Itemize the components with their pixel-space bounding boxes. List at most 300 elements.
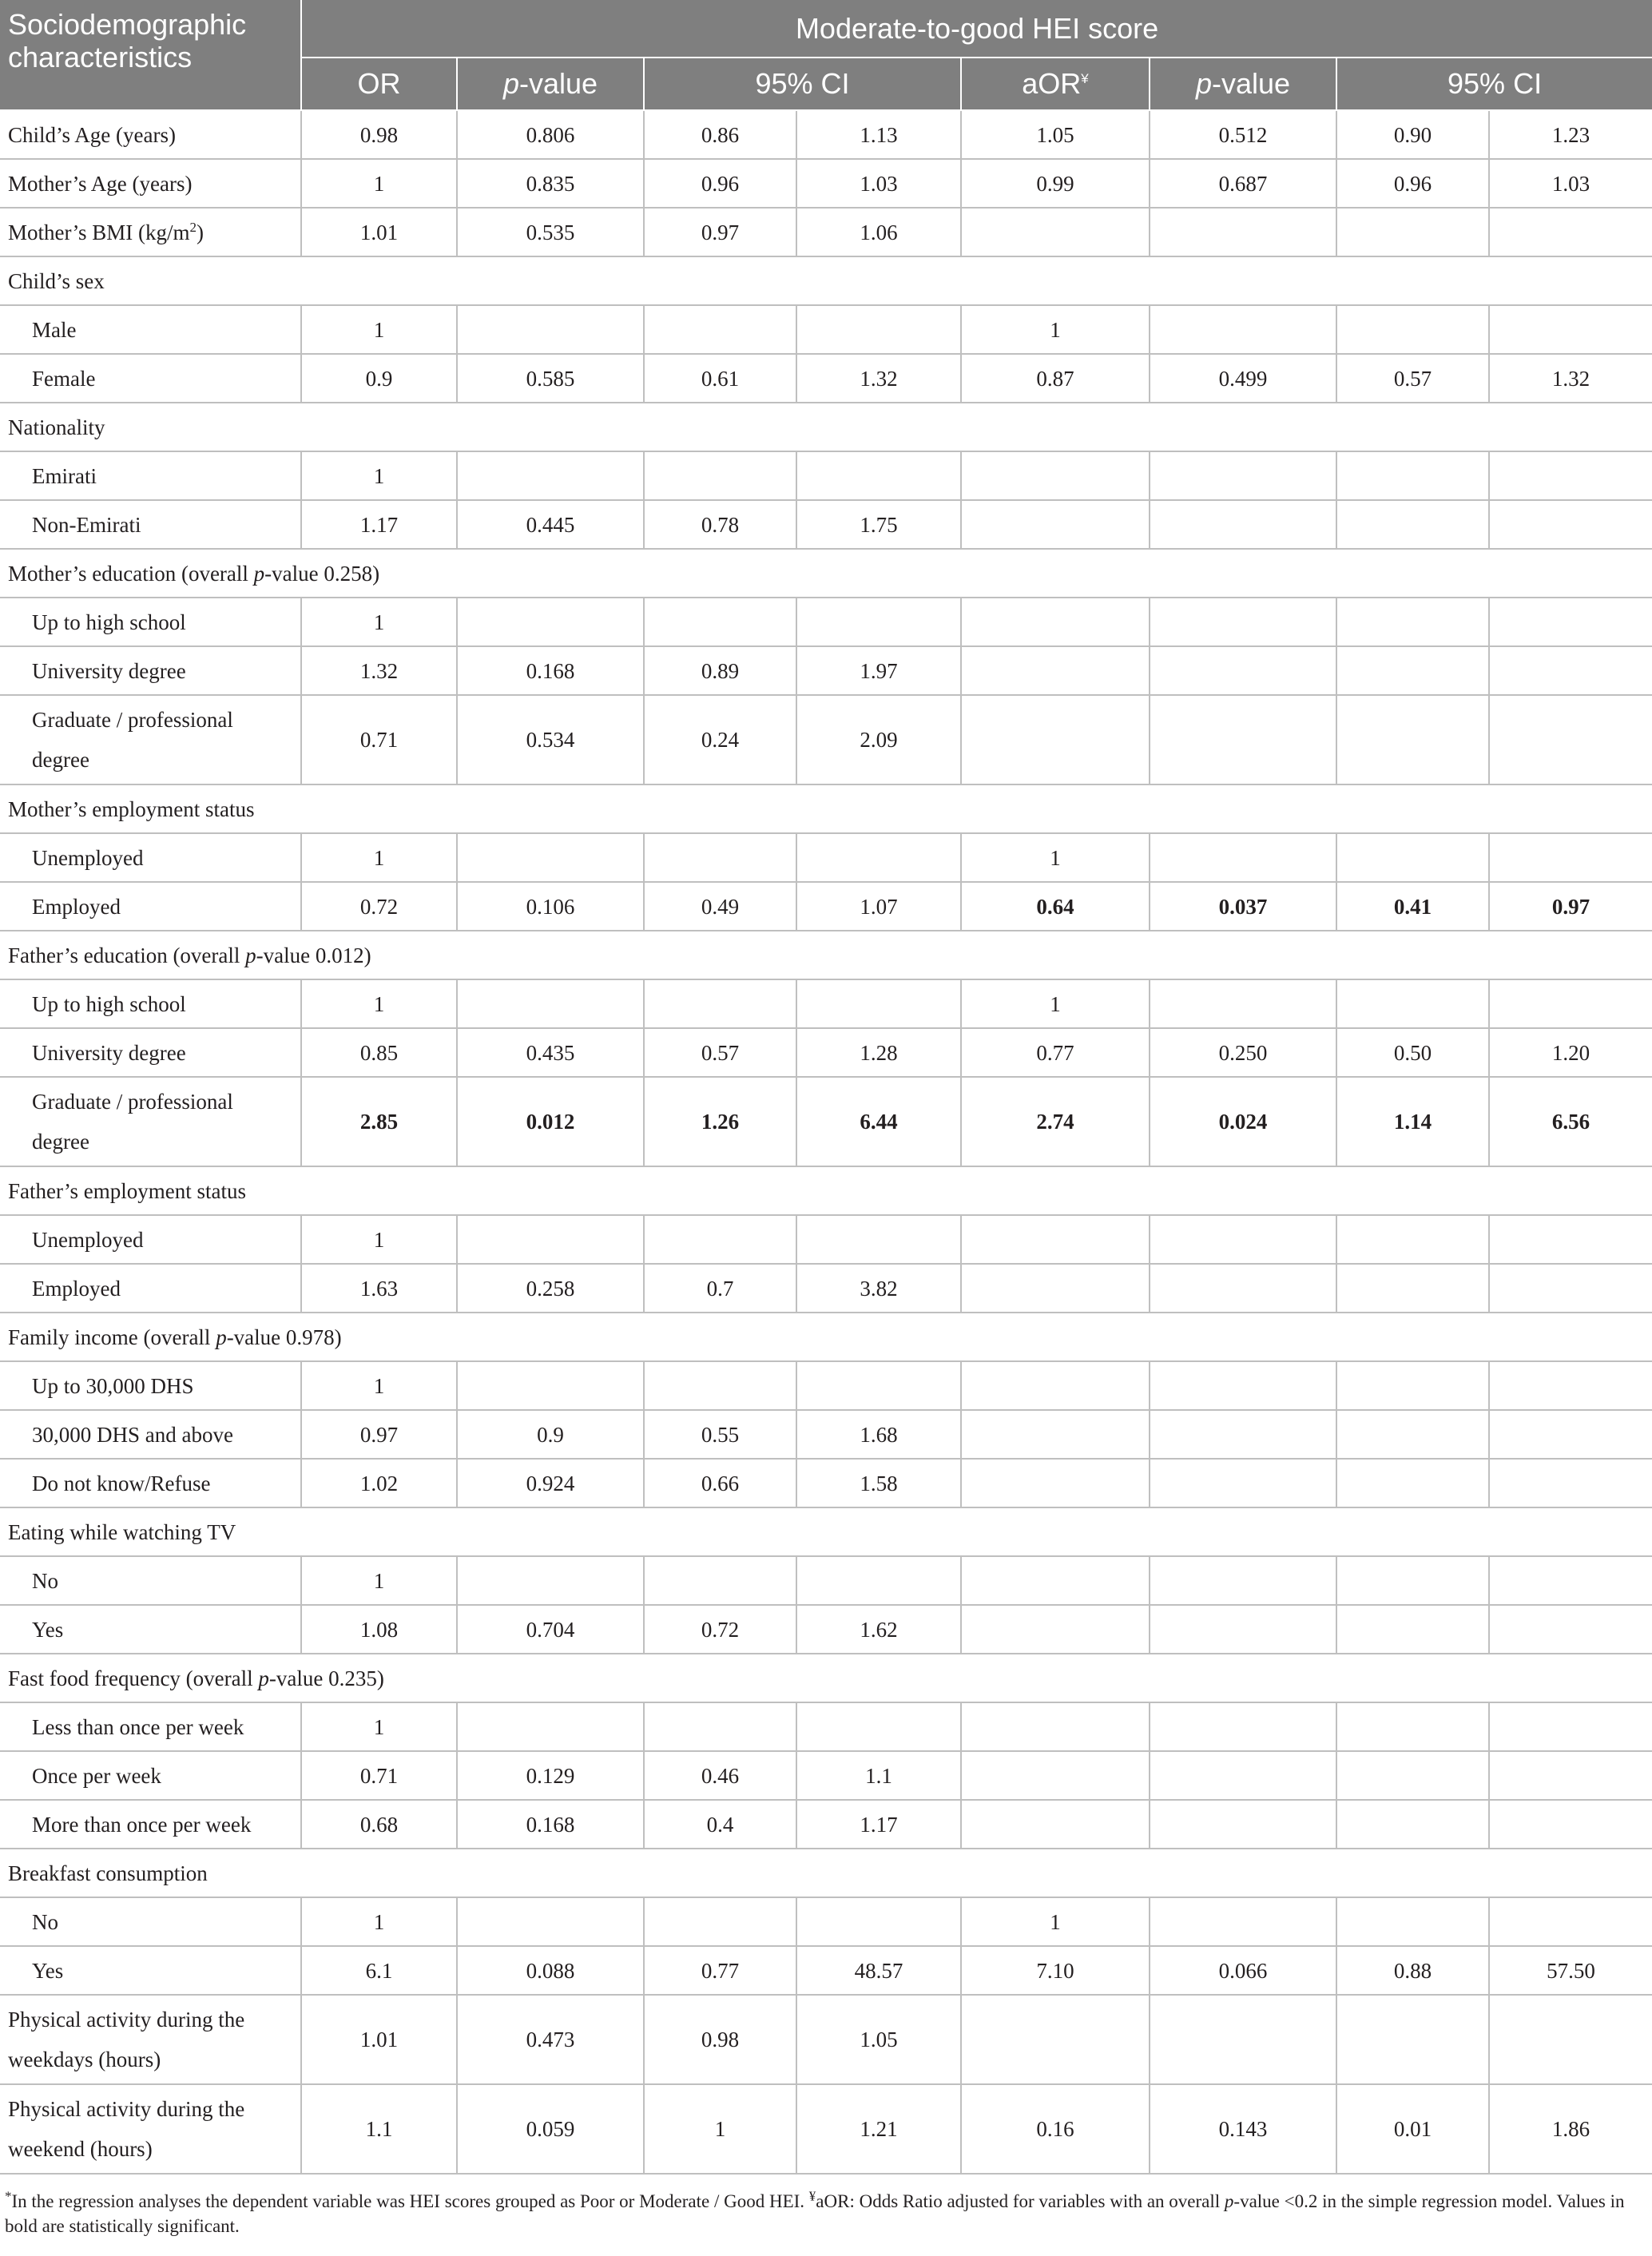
- footnote-asterisk: *: [5, 2188, 12, 2204]
- cell-adj-ci-low: [1336, 1995, 1489, 2084]
- cell-or: 1.32: [301, 646, 457, 695]
- table-row: [0, 159, 1652, 208]
- table-row: [0, 1361, 1652, 1410]
- cell-or: 0.97: [301, 1410, 457, 1459]
- cell-adj-ci-high: [1489, 1459, 1652, 1507]
- cell-ci-high: 1.68: [796, 1410, 961, 1459]
- cell-adj-ci-low: [1336, 1215, 1489, 1264]
- footnote-mark: ¥: [808, 2188, 816, 2204]
- row-label: Mother’s BMI $(kg/m^2)$: [0, 208, 301, 256]
- header-group-hei: Moderate-to-good HEI score: [301, 0, 1652, 58]
- cell-adj-ci-high: [1489, 833, 1652, 882]
- row-label: 30,000 DHS and above: [0, 1410, 301, 1459]
- table-row: [0, 1459, 1652, 1507]
- cell-or: 0.71: [301, 695, 457, 784]
- cell-p: 0.473: [457, 1995, 644, 2084]
- cell-ci-high: 48.57: [796, 1946, 961, 1995]
- row-label: Less than once per week: [0, 1702, 301, 1751]
- cell-adj-ci-high: [1489, 1410, 1652, 1459]
- cell-or: 1: [301, 979, 457, 1028]
- table-row: [0, 110, 1652, 159]
- header-or: OR: [301, 58, 457, 110]
- cell-ci-high: 1.58: [796, 1459, 961, 1507]
- cell-ci-low: 0.86: [644, 110, 796, 159]
- row-label: University degree: [0, 646, 301, 695]
- table-row: [0, 305, 1652, 354]
- cell-ci-low: [644, 305, 796, 354]
- cell-adj-p: 0.499: [1150, 354, 1336, 403]
- cell-p: 0.534: [457, 695, 644, 784]
- cell-adj-ci-low: [1336, 646, 1489, 695]
- table-row-section: [0, 1166, 1652, 1215]
- cell-or: 1.17: [301, 500, 457, 549]
- footnote-text-3: -value <0.2 in the simple regression model. Values in bold are statistically significant.: [5, 2191, 1625, 2236]
- cell-adj-ci-low: [1336, 1459, 1489, 1507]
- cell-adj-p: [1150, 598, 1336, 646]
- cell-aor: [961, 1410, 1150, 1459]
- cell-adj-p: [1150, 1702, 1336, 1751]
- cell-adj-p: [1150, 500, 1336, 549]
- cell-p: 0.835: [457, 159, 644, 208]
- cell-ci-high: [796, 1556, 961, 1605]
- cell-ci-low: [644, 833, 796, 882]
- cell-aor: 0.64: [961, 882, 1150, 931]
- cell-ci-low: 0.97: [644, 208, 796, 256]
- table-header: [0, 0, 1652, 110]
- cell-or: 1.63: [301, 1264, 457, 1313]
- cell-adj-ci-low: 0.50: [1336, 1028, 1489, 1077]
- cell-p: [457, 305, 644, 354]
- cell-p: 0.012: [457, 1077, 644, 1166]
- cell-ci-high: [796, 305, 961, 354]
- cell-ci-high: [796, 979, 961, 1028]
- table-row-section: [0, 549, 1652, 598]
- cell-ci-high: 1.21: [796, 2084, 961, 2174]
- cell-or: 1: [301, 1702, 457, 1751]
- section-label: Eating while watching TV: [0, 1507, 1652, 1556]
- cell-adj-ci-low: [1336, 500, 1489, 549]
- table-row: [0, 1897, 1652, 1946]
- cell-adj-ci-low: [1336, 1897, 1489, 1946]
- cell-p: [457, 979, 644, 1028]
- table-row: [0, 598, 1652, 646]
- cell-p: 0.168: [457, 646, 644, 695]
- header-aor: aOR¥: [961, 58, 1150, 110]
- cell-p: 0.168: [457, 1800, 644, 1849]
- cell-p: 0.435: [457, 1028, 644, 1077]
- table-row: [0, 695, 1652, 784]
- cell-adj-ci-low: [1336, 451, 1489, 500]
- cell-p: [457, 1556, 644, 1605]
- cell-ci-high: [796, 1897, 961, 1946]
- cell-ci-high: [796, 598, 961, 646]
- cell-or: 1: [301, 305, 457, 354]
- cell-ci-high: 1.07: [796, 882, 961, 931]
- cell-adj-ci-low: [1336, 1410, 1489, 1459]
- row-label: No: [0, 1897, 301, 1946]
- cell-p: [457, 1702, 644, 1751]
- table-row: [0, 1556, 1652, 1605]
- cell-p: 0.258: [457, 1264, 644, 1313]
- cell-or: 0.72: [301, 882, 457, 931]
- cell-adj-p: 0.512: [1150, 110, 1336, 159]
- section-label: Mother’s education (overall p-value 0.258): [0, 549, 1652, 598]
- row-label: Do not know/Refuse: [0, 1459, 301, 1507]
- cell-adj-ci-low: [1336, 1264, 1489, 1313]
- cell-adj-p: 0.687: [1150, 159, 1336, 208]
- cell-adj-ci-high: 6.56: [1489, 1077, 1652, 1166]
- cell-or: 0.68: [301, 1800, 457, 1849]
- cell-adj-p: [1150, 695, 1336, 784]
- cell-adj-p: [1150, 1556, 1336, 1605]
- header-sociodemographic: Sociodemographic characteristics: [0, 0, 301, 110]
- table-row-section: [0, 1849, 1652, 1897]
- cell-ci-low: [644, 1897, 796, 1946]
- cell-p: [457, 1215, 644, 1264]
- cell-aor: [961, 1800, 1150, 1849]
- table-row-section: [0, 931, 1652, 979]
- cell-adj-p: [1150, 305, 1336, 354]
- row-label: Once per week: [0, 1751, 301, 1800]
- cell-ci-high: 1.97: [796, 646, 961, 695]
- cell-adj-ci-low: 0.41: [1336, 882, 1489, 931]
- cell-aor: 0.99: [961, 159, 1150, 208]
- table-row: [0, 451, 1652, 500]
- cell-or: 0.98: [301, 110, 457, 159]
- cell-ci-high: 3.82: [796, 1264, 961, 1313]
- cell-adj-ci-low: 0.01: [1336, 2084, 1489, 2174]
- section-label: Mother’s employment status: [0, 784, 1652, 833]
- cell-ci-high: [796, 833, 961, 882]
- cell-or: 1.1: [301, 2084, 457, 2174]
- cell-adj-ci-high: [1489, 208, 1652, 256]
- cell-adj-ci-low: [1336, 979, 1489, 1028]
- cell-adj-ci-low: [1336, 1800, 1489, 1849]
- footnote-text-1: In the regression analyses the dependent variable was HEI scores grouped as Poor or Moderate / Good HEI.: [11, 2191, 809, 2211]
- cell-adj-ci-high: 1.86: [1489, 2084, 1652, 2174]
- cell-aor: [961, 1995, 1150, 2084]
- cell-adj-p: 0.037: [1150, 882, 1336, 931]
- cell-p: 0.704: [457, 1605, 644, 1654]
- cell-or: 1: [301, 1361, 457, 1410]
- cell-adj-ci-high: [1489, 1215, 1652, 1264]
- cell-ci-low: 0.72: [644, 1605, 796, 1654]
- table-row: [0, 1946, 1652, 1995]
- header-ci: 95% CI: [644, 58, 961, 110]
- cell-ci-high: 1.13: [796, 110, 961, 159]
- table-row-section: [0, 403, 1652, 451]
- cell-ci-high: 1.75: [796, 500, 961, 549]
- section-label: Fast food frequency (overall p-value 0.235): [0, 1654, 1652, 1702]
- cell-aor: 1: [961, 305, 1150, 354]
- cell-or: 1: [301, 159, 457, 208]
- cell-p: 0.535: [457, 208, 644, 256]
- cell-adj-p: [1150, 1800, 1336, 1849]
- cell-aor: [961, 208, 1150, 256]
- cell-or: 1: [301, 451, 457, 500]
- cell-adj-ci-high: [1489, 1897, 1652, 1946]
- cell-adj-p: [1150, 1459, 1336, 1507]
- cell-ci-high: 1.32: [796, 354, 961, 403]
- cell-adj-p: [1150, 208, 1336, 256]
- cell-ci-low: [644, 1556, 796, 1605]
- section-label: Father’s education (overall p-value 0.012): [0, 931, 1652, 979]
- cell-ci-high: 2.09: [796, 695, 961, 784]
- cell-ci-low: 0.78: [644, 500, 796, 549]
- cell-or: 1: [301, 598, 457, 646]
- cell-or: 0.9: [301, 354, 457, 403]
- cell-adj-ci-high: 1.23: [1489, 110, 1652, 159]
- cell-ci-high: [796, 1215, 961, 1264]
- cell-ci-low: 1.26: [644, 1077, 796, 1166]
- cell-adj-ci-high: 1.20: [1489, 1028, 1652, 1077]
- cell-p: 0.445: [457, 500, 644, 549]
- cell-ci-low: 0.7: [644, 1264, 796, 1313]
- cell-p: 0.059: [457, 2084, 644, 2174]
- table-row: [0, 1995, 1652, 2084]
- cell-aor: 7.10: [961, 1946, 1150, 1995]
- table-row: [0, 354, 1652, 403]
- cell-ci-high: 1.06: [796, 208, 961, 256]
- section-label: Breakfast consumption: [0, 1849, 1652, 1897]
- cell-adj-p: 0.024: [1150, 1077, 1336, 1166]
- row-label: Yes: [0, 1946, 301, 1995]
- table-body: [0, 110, 1652, 2174]
- row-label: Unemployed: [0, 1215, 301, 1264]
- cell-ci-low: 0.57: [644, 1028, 796, 1077]
- cell-adj-p: [1150, 1361, 1336, 1410]
- cell-adj-ci-high: [1489, 979, 1652, 1028]
- table-row-section: [0, 1313, 1652, 1361]
- cell-ci-low: [644, 1702, 796, 1751]
- header-adj-p-value: p-value: [1150, 58, 1336, 110]
- row-label: University degree: [0, 1028, 301, 1077]
- cell-adj-p: [1150, 979, 1336, 1028]
- cell-adj-ci-low: [1336, 305, 1489, 354]
- header-p-value: p-value: [457, 58, 644, 110]
- table-row: [0, 1800, 1652, 1849]
- row-label: Employed: [0, 1264, 301, 1313]
- cell-ci-low: [644, 598, 796, 646]
- row-label: Non-Emirati: [0, 500, 301, 549]
- cell-ci-low: 0.49: [644, 882, 796, 931]
- row-label: No: [0, 1556, 301, 1605]
- cell-or: 1.02: [301, 1459, 457, 1507]
- row-label: Emirati: [0, 451, 301, 500]
- cell-ci-high: 1.62: [796, 1605, 961, 1654]
- cell-aor: 0.77: [961, 1028, 1150, 1077]
- cell-p: 0.106: [457, 882, 644, 931]
- table-row-section: [0, 1654, 1652, 1702]
- cell-aor: [961, 1605, 1150, 1654]
- cell-p: 0.088: [457, 1946, 644, 1995]
- table-row: [0, 208, 1652, 256]
- cell-aor: 1.05: [961, 110, 1150, 159]
- cell-or: 6.1: [301, 1946, 457, 1995]
- cell-adj-ci-low: [1336, 1751, 1489, 1800]
- cell-aor: [961, 1556, 1150, 1605]
- cell-ci-high: 1.28: [796, 1028, 961, 1077]
- cell-adj-ci-high: [1489, 305, 1652, 354]
- table-row: [0, 1702, 1652, 1751]
- table-row: [0, 1264, 1652, 1313]
- cell-adj-p: [1150, 1897, 1336, 1946]
- row-label: Yes: [0, 1605, 301, 1654]
- cell-adj-ci-low: [1336, 598, 1489, 646]
- cell-adj-ci-high: [1489, 1995, 1652, 2084]
- cell-or: 1: [301, 833, 457, 882]
- cell-p: 0.585: [457, 354, 644, 403]
- row-label: Graduate / professional degree: [0, 695, 301, 784]
- cell-adj-p: [1150, 1751, 1336, 1800]
- table-row: [0, 979, 1652, 1028]
- table-row: [0, 1215, 1652, 1264]
- cell-aor: 2.74: [961, 1077, 1150, 1166]
- cell-or: 1: [301, 1897, 457, 1946]
- table-row: [0, 2084, 1652, 2174]
- row-label: Up to 30,000 DHS: [0, 1361, 301, 1410]
- header-adj-ci: 95% CI: [1336, 58, 1652, 110]
- cell-adj-ci-low: [1336, 1556, 1489, 1605]
- table-row: [0, 1751, 1652, 1800]
- cell-ci-high: 1.03: [796, 159, 961, 208]
- cell-adj-ci-low: [1336, 1702, 1489, 1751]
- cell-ci-low: 0.61: [644, 354, 796, 403]
- table-row: [0, 882, 1652, 931]
- cell-adj-p: [1150, 1995, 1336, 2084]
- section-label: Child’s sex: [0, 256, 1652, 305]
- row-label: Physical activity during the weekdays (hours): [0, 1995, 301, 2084]
- table-row: [0, 646, 1652, 695]
- table-footnote: [0, 2189, 1652, 2238]
- row-label: Up to high school: [0, 598, 301, 646]
- cell-or: 1.08: [301, 1605, 457, 1654]
- cell-aor: 0.87: [961, 354, 1150, 403]
- row-label: Mother’s Age (years): [0, 159, 301, 208]
- cell-adj-ci-high: 1.32: [1489, 354, 1652, 403]
- cell-or: 0.85: [301, 1028, 457, 1077]
- cell-adj-ci-high: [1489, 1264, 1652, 1313]
- cell-aor: [961, 451, 1150, 500]
- cell-adj-ci-high: 57.50: [1489, 1946, 1652, 1995]
- cell-ci-low: 0.66: [644, 1459, 796, 1507]
- cell-aor: [961, 646, 1150, 695]
- cell-or: 1: [301, 1556, 457, 1605]
- cell-adj-ci-high: [1489, 1361, 1652, 1410]
- cell-adj-ci-high: [1489, 1751, 1652, 1800]
- cell-adj-p: [1150, 451, 1336, 500]
- row-label: Up to high school: [0, 979, 301, 1028]
- cell-ci-low: 0.77: [644, 1946, 796, 1995]
- cell-or: 2.85: [301, 1077, 457, 1166]
- footnote-text-2: aOR: Odds Ratio adjusted for variables with an overall: [816, 2191, 1225, 2211]
- cell-adj-ci-high: 1.03: [1489, 159, 1652, 208]
- cell-adj-p: [1150, 1264, 1336, 1313]
- cell-aor: [961, 1264, 1150, 1313]
- cell-adj-ci-high: [1489, 1605, 1652, 1654]
- table-row: [0, 1605, 1652, 1654]
- cell-or: 0.71: [301, 1751, 457, 1800]
- cell-or: 1.01: [301, 208, 457, 256]
- table-row-section: [0, 784, 1652, 833]
- cell-p: 0.924: [457, 1459, 644, 1507]
- cell-ci-low: 0.4: [644, 1800, 796, 1849]
- row-label: Male: [0, 305, 301, 354]
- section-label: Father’s employment status: [0, 1166, 1652, 1215]
- cell-adj-ci-high: [1489, 1702, 1652, 1751]
- cell-ci-high: 1.05: [796, 1995, 961, 2084]
- cell-aor: [961, 1361, 1150, 1410]
- cell-adj-ci-low: 1.14: [1336, 1077, 1489, 1166]
- cell-aor: 1: [961, 1897, 1150, 1946]
- section-label: Nationality: [0, 403, 1652, 451]
- cell-p: [457, 598, 644, 646]
- cell-aor: 1: [961, 979, 1150, 1028]
- cell-aor: [961, 500, 1150, 549]
- table-row: [0, 1077, 1652, 1166]
- cell-p: [457, 1897, 644, 1946]
- cell-ci-high: 1.1: [796, 1751, 961, 1800]
- cell-adj-ci-low: [1336, 1361, 1489, 1410]
- cell-adj-ci-low: 0.96: [1336, 159, 1489, 208]
- cell-or: 1.01: [301, 1995, 457, 2084]
- cell-ci-high: [796, 451, 961, 500]
- cell-p: [457, 833, 644, 882]
- cell-adj-ci-low: [1336, 695, 1489, 784]
- cell-adj-ci-high: 0.97: [1489, 882, 1652, 931]
- cell-adj-p: [1150, 1605, 1336, 1654]
- cell-adj-ci-low: 0.88: [1336, 1946, 1489, 1995]
- cell-ci-low: [644, 1361, 796, 1410]
- cell-adj-ci-high: [1489, 695, 1652, 784]
- cell-p: [457, 1361, 644, 1410]
- cell-adj-ci-high: [1489, 646, 1652, 695]
- cell-ci-low: 0.46: [644, 1751, 796, 1800]
- cell-adj-ci-low: 0.90: [1336, 110, 1489, 159]
- cell-adj-ci-low: [1336, 833, 1489, 882]
- section-label: Family income (overall p-value 0.978): [0, 1313, 1652, 1361]
- table-row-section: [0, 256, 1652, 305]
- cell-adj-p: [1150, 1215, 1336, 1264]
- cell-ci-low: [644, 979, 796, 1028]
- cell-ci-low: 0.24: [644, 695, 796, 784]
- cell-aor: [961, 1459, 1150, 1507]
- cell-aor: 1: [961, 833, 1150, 882]
- cell-adj-ci-high: [1489, 500, 1652, 549]
- cell-adj-p: 0.066: [1150, 1946, 1336, 1995]
- cell-ci-low: 0.96: [644, 159, 796, 208]
- cell-ci-low: [644, 451, 796, 500]
- cell-ci-low: 0.89: [644, 646, 796, 695]
- cell-ci-high: 1.17: [796, 1800, 961, 1849]
- cell-adj-ci-high: [1489, 598, 1652, 646]
- cell-adj-p: 0.250: [1150, 1028, 1336, 1077]
- cell-aor: 0.16: [961, 2084, 1150, 2174]
- cell-ci-low: [644, 1215, 796, 1264]
- cell-aor: [961, 1702, 1150, 1751]
- table-row-section: [0, 1507, 1652, 1556]
- cell-aor: [961, 695, 1150, 784]
- row-label: Employed: [0, 882, 301, 931]
- cell-p: 0.806: [457, 110, 644, 159]
- cell-ci-high: 6.44: [796, 1077, 961, 1166]
- table-row: [0, 833, 1652, 882]
- cell-p: 0.129: [457, 1751, 644, 1800]
- table-row: [0, 500, 1652, 549]
- cell-aor: [961, 1751, 1150, 1800]
- cell-adj-ci-low: [1336, 1605, 1489, 1654]
- row-label: More than once per week: [0, 1800, 301, 1849]
